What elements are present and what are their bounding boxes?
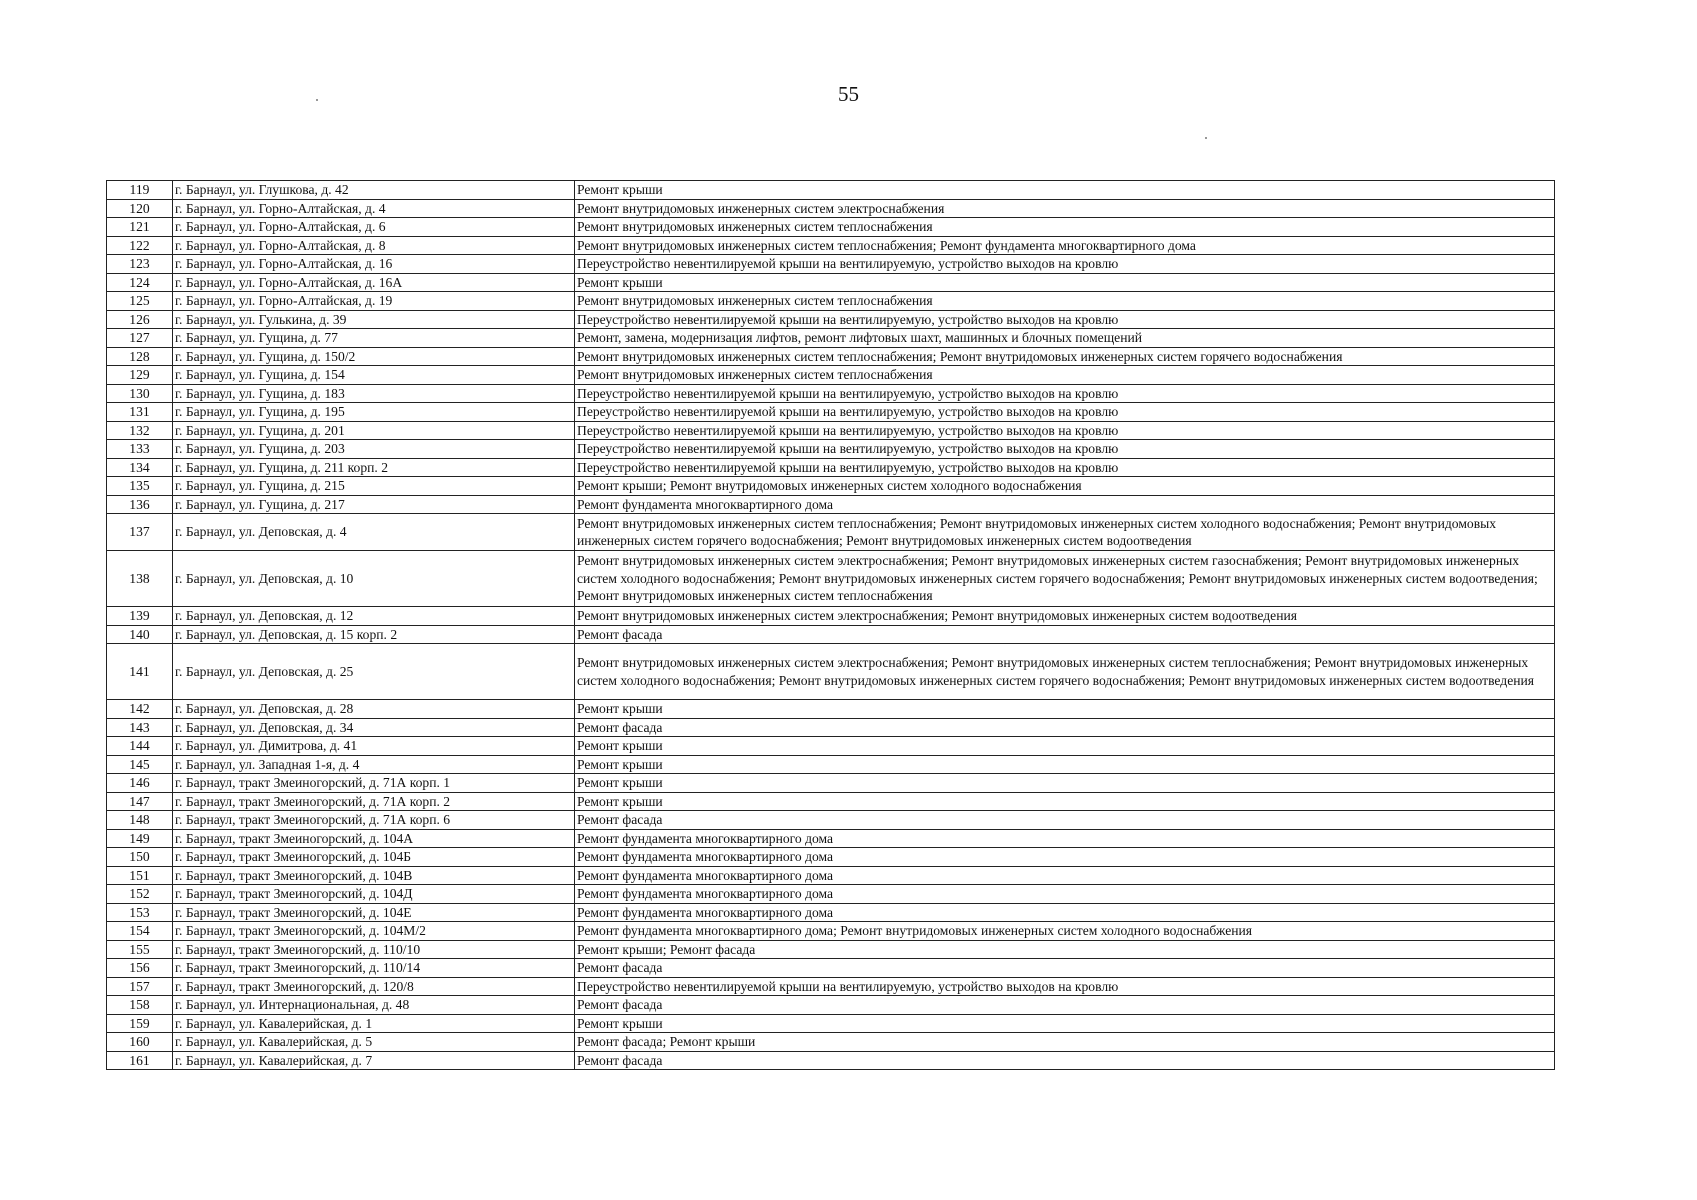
row-number: 125 <box>107 292 173 311</box>
row-number: 124 <box>107 273 173 292</box>
work-type-cell: Ремонт крыши <box>575 792 1555 811</box>
work-type-cell: Ремонт фасада <box>575 1051 1555 1070</box>
address-cell: г. Барнаул, ул. Горно-Алтайская, д. 16 <box>173 255 575 274</box>
work-type-cell: Ремонт внутридомовых инженерных систем теплоснабжения <box>575 292 1555 311</box>
table-row <box>107 421 1555 440</box>
address-cell: г. Барнаул, ул. Гущина, д. 215 <box>173 477 575 496</box>
work-type-cell: Переустройство невентилируемой крыши на вентилируемую, устройство выходов на кровлю <box>575 421 1555 440</box>
work-type-cell: Переустройство невентилируемой крыши на вентилируемую, устройство выходов на кровлю <box>575 440 1555 459</box>
table-row <box>107 236 1555 255</box>
work-type-cell: Ремонт крыши <box>575 774 1555 793</box>
scan-speck <box>1205 137 1207 139</box>
work-type-cell: Переустройство невентилируемой крыши на вентилируемую, устройство выходов на кровлю <box>575 384 1555 403</box>
table-row <box>107 292 1555 311</box>
page-number: 55 <box>838 82 859 106</box>
row-number: 156 <box>107 959 173 978</box>
row-number: 150 <box>107 848 173 867</box>
address-cell: г. Барнаул, тракт Змеиногорский, д. 71А корп. 6 <box>173 811 575 830</box>
row-number: 155 <box>107 940 173 959</box>
work-type-cell: Ремонт фундамента многоквартирного дома <box>575 848 1555 867</box>
table-row <box>107 755 1555 774</box>
table-row <box>107 792 1555 811</box>
row-number: 143 <box>107 718 173 737</box>
table-row <box>107 310 1555 329</box>
table-row <box>107 644 1555 700</box>
row-number: 132 <box>107 421 173 440</box>
work-type-cell: Ремонт внутридомовых инженерных систем теплоснабжения; Ремонт внутридомовых инженерных систем холодного водоснабжения; Ремонт внутридомовых инженерных систем горячего водоснабжения; Ремонт внутридомовых инженерных систем водоотведения <box>575 514 1555 551</box>
work-type-cell: Переустройство невентилируемой крыши на вентилируемую, устройство выходов на кровлю <box>575 310 1555 329</box>
work-type-cell: Ремонт крыши; Ремонт внутридомовых инженерных систем холодного водоснабжения <box>575 477 1555 496</box>
row-number: 153 <box>107 903 173 922</box>
address-cell: г. Барнаул, ул. Деповская, д. 12 <box>173 607 575 626</box>
table-row <box>107 458 1555 477</box>
address-cell: г. Барнаул, тракт Змеиногорский, д. 110/10 <box>173 940 575 959</box>
address-cell: г. Барнаул, ул. Западная 1-я, д. 4 <box>173 755 575 774</box>
address-cell: г. Барнаул, ул. Кавалерийская, д. 1 <box>173 1014 575 1033</box>
work-type-cell: Ремонт крыши <box>575 700 1555 719</box>
table-row <box>107 700 1555 719</box>
table-row <box>107 903 1555 922</box>
table-row <box>107 384 1555 403</box>
table-row <box>107 625 1555 644</box>
address-cell: г. Барнаул, тракт Змеиногорский, д. 104Б <box>173 848 575 867</box>
table-row <box>107 977 1555 996</box>
work-type-cell: Ремонт крыши <box>575 181 1555 200</box>
address-cell: г. Барнаул, тракт Змеиногорский, д. 120/8 <box>173 977 575 996</box>
row-number: 133 <box>107 440 173 459</box>
row-number: 135 <box>107 477 173 496</box>
row-number: 146 <box>107 774 173 793</box>
row-number: 160 <box>107 1033 173 1052</box>
row-number: 134 <box>107 458 173 477</box>
table-row <box>107 403 1555 422</box>
row-number: 136 <box>107 495 173 514</box>
table-row <box>107 347 1555 366</box>
work-type-cell: Ремонт фундамента многоквартирного дома <box>575 495 1555 514</box>
work-type-cell: Ремонт фундамента многоквартирного дома <box>575 829 1555 848</box>
table-row <box>107 866 1555 885</box>
work-type-cell: Ремонт, замена, модернизация лифтов, ремонт лифтовых шахт, машинных и блочных помещений <box>575 329 1555 348</box>
row-number: 158 <box>107 996 173 1015</box>
address-cell: г. Барнаул, тракт Змеиногорский, д. 71А корп. 1 <box>173 774 575 793</box>
work-type-cell: Ремонт фундамента многоквартирного дома <box>575 866 1555 885</box>
row-number: 145 <box>107 755 173 774</box>
row-number: 149 <box>107 829 173 848</box>
address-cell: г. Барнаул, ул. Гущина, д. 203 <box>173 440 575 459</box>
table-row <box>107 718 1555 737</box>
table-row <box>107 514 1555 551</box>
table-row <box>107 607 1555 626</box>
row-number: 144 <box>107 737 173 756</box>
table-row <box>107 940 1555 959</box>
address-cell: г. Барнаул, ул. Деповская, д. 15 корп. 2 <box>173 625 575 644</box>
row-number: 154 <box>107 922 173 941</box>
address-cell: г. Барнаул, ул. Гулькина, д. 39 <box>173 310 575 329</box>
row-number: 130 <box>107 384 173 403</box>
work-type-cell: Ремонт крыши <box>575 737 1555 756</box>
address-cell: г. Барнаул, ул. Кавалерийская, д. 7 <box>173 1051 575 1070</box>
address-cell: г. Барнаул, ул. Горно-Алтайская, д. 19 <box>173 292 575 311</box>
table-row <box>107 199 1555 218</box>
table-row <box>107 774 1555 793</box>
row-number: 140 <box>107 625 173 644</box>
address-cell: г. Барнаул, ул. Димитрова, д. 41 <box>173 737 575 756</box>
work-type-cell: Ремонт внутридомовых инженерных систем электроснабжения; Ремонт внутридомовых инженерных систем водоотведения <box>575 607 1555 626</box>
work-type-cell: Ремонт внутридомовых инженерных систем теплоснабжения <box>575 218 1555 237</box>
row-number: 157 <box>107 977 173 996</box>
table-row <box>107 255 1555 274</box>
address-cell: г. Барнаул, ул. Деповская, д. 25 <box>173 644 575 700</box>
address-cell: г. Барнаул, ул. Кавалерийская, д. 5 <box>173 1033 575 1052</box>
table-row <box>107 959 1555 978</box>
row-number: 142 <box>107 700 173 719</box>
address-cell: г. Барнаул, ул. Глушкова, д. 42 <box>173 181 575 200</box>
table-row <box>107 440 1555 459</box>
work-type-cell: Ремонт крыши; Ремонт фасада <box>575 940 1555 959</box>
table-row <box>107 181 1555 200</box>
address-cell: г. Барнаул, ул. Гущина, д. 154 <box>173 366 575 385</box>
address-cell: г. Барнаул, тракт Змеиногорский, д. 104М/2 <box>173 922 575 941</box>
row-number: 121 <box>107 218 173 237</box>
work-type-cell: Ремонт крыши <box>575 755 1555 774</box>
table-row <box>107 329 1555 348</box>
work-type-cell: Ремонт фундамента многоквартирного дома <box>575 885 1555 904</box>
address-cell: г. Барнаул, ул. Деповская, д. 4 <box>173 514 575 551</box>
table-row <box>107 1033 1555 1052</box>
address-cell: г. Барнаул, ул. Деповская, д. 28 <box>173 700 575 719</box>
address-cell: г. Барнаул, ул. Гущина, д. 183 <box>173 384 575 403</box>
work-type-cell: Ремонт фасада <box>575 959 1555 978</box>
row-number: 128 <box>107 347 173 366</box>
table-row <box>107 218 1555 237</box>
work-type-cell: Ремонт фасада; Ремонт крыши <box>575 1033 1555 1052</box>
work-type-cell: Ремонт внутридомовых инженерных систем теплоснабжения; Ремонт фундамента многоквартирного дома <box>575 236 1555 255</box>
row-number: 148 <box>107 811 173 830</box>
row-number: 129 <box>107 366 173 385</box>
table-row <box>107 885 1555 904</box>
table-row <box>107 1014 1555 1033</box>
work-type-cell: Переустройство невентилируемой крыши на вентилируемую, устройство выходов на кровлю <box>575 403 1555 422</box>
repair-registry-table <box>106 180 1555 1070</box>
table-row <box>107 366 1555 385</box>
work-type-cell: Ремонт крыши <box>575 1014 1555 1033</box>
row-number: 122 <box>107 236 173 255</box>
address-cell: г. Барнаул, ул. Деповская, д. 34 <box>173 718 575 737</box>
work-type-cell: Переустройство невентилируемой крыши на вентилируемую, устройство выходов на кровлю <box>575 977 1555 996</box>
table-row <box>107 551 1555 607</box>
address-cell: г. Барнаул, ул. Гущина, д. 150/2 <box>173 347 575 366</box>
row-number: 127 <box>107 329 173 348</box>
address-cell: г. Барнаул, ул. Гущина, д. 77 <box>173 329 575 348</box>
table-row <box>107 848 1555 867</box>
table-row <box>107 477 1555 496</box>
address-cell: г. Барнаул, ул. Горно-Алтайская, д. 8 <box>173 236 575 255</box>
row-number: 161 <box>107 1051 173 1070</box>
address-cell: г. Барнаул, тракт Змеиногорский, д. 110/14 <box>173 959 575 978</box>
row-number: 137 <box>107 514 173 551</box>
row-number: 119 <box>107 181 173 200</box>
table-row <box>107 495 1555 514</box>
row-number: 123 <box>107 255 173 274</box>
row-number: 126 <box>107 310 173 329</box>
work-type-cell: Ремонт внутридомовых инженерных систем теплоснабжения <box>575 366 1555 385</box>
work-type-cell: Ремонт фундамента многоквартирного дома <box>575 903 1555 922</box>
work-type-cell: Ремонт внутридомовых инженерных систем электроснабжения; Ремонт внутридомовых инженерных систем газоснабжения; Ремонт внутридомовых инженерных систем холодного водоснабжения; Ремонт внутридомовых инженерных систем горячего водоснабжения; Ремонт внутридомовых инженерных систем водоотведения; Ремонт внутридомовых инженерных систем теплоснабжения <box>575 551 1555 607</box>
address-cell: г. Барнаул, ул. Деповская, д. 10 <box>173 551 575 607</box>
row-number: 120 <box>107 199 173 218</box>
table-row <box>107 273 1555 292</box>
scan-speck <box>316 99 318 101</box>
address-cell: г. Барнаул, ул. Горно-Алтайская, д. 16А <box>173 273 575 292</box>
address-cell: г. Барнаул, ул. Гущина, д. 195 <box>173 403 575 422</box>
row-number: 141 <box>107 644 173 700</box>
row-number: 159 <box>107 1014 173 1033</box>
work-type-cell: Ремонт внутридомовых инженерных систем электроснабжения; Ремонт внутридомовых инженерных систем теплоснабжения; Ремонт внутридомовых инженерных систем холодного водоснабжения; Ремонт внутридомовых инженерных систем горячего водоснабжения; Ремонт внутридомовых инженерных систем водоотведения <box>575 644 1555 700</box>
table-row <box>107 811 1555 830</box>
table-row <box>107 922 1555 941</box>
registry-body <box>107 181 1555 1070</box>
table-row <box>107 829 1555 848</box>
row-number: 147 <box>107 792 173 811</box>
address-cell: г. Барнаул, тракт Змеиногорский, д. 104Д <box>173 885 575 904</box>
row-number: 151 <box>107 866 173 885</box>
work-type-cell: Ремонт фундамента многоквартирного дома; Ремонт внутридомовых инженерных систем холодного водоснабжения <box>575 922 1555 941</box>
address-cell: г. Барнаул, ул. Горно-Алтайская, д. 4 <box>173 199 575 218</box>
address-cell: г. Барнаул, ул. Интернациональная, д. 48 <box>173 996 575 1015</box>
row-number: 152 <box>107 885 173 904</box>
work-type-cell: Ремонт внутридомовых инженерных систем электроснабжения <box>575 199 1555 218</box>
work-type-cell: Ремонт фасада <box>575 811 1555 830</box>
work-type-cell: Переустройство невентилируемой крыши на вентилируемую, устройство выходов на кровлю <box>575 255 1555 274</box>
address-cell: г. Барнаул, ул. Гущина, д. 201 <box>173 421 575 440</box>
row-number: 139 <box>107 607 173 626</box>
work-type-cell: Ремонт фасада <box>575 718 1555 737</box>
address-cell: г. Барнаул, тракт Змеиногорский, д. 104В <box>173 866 575 885</box>
table-row <box>107 1051 1555 1070</box>
address-cell: г. Барнаул, ул. Гущина, д. 217 <box>173 495 575 514</box>
work-type-cell: Ремонт фасада <box>575 625 1555 644</box>
row-number: 138 <box>107 551 173 607</box>
table-row <box>107 737 1555 756</box>
address-cell: г. Барнаул, тракт Змеиногорский, д. 104Е <box>173 903 575 922</box>
address-cell: г. Барнаул, ул. Гущина, д. 211 корп. 2 <box>173 458 575 477</box>
row-number: 131 <box>107 403 173 422</box>
address-cell: г. Барнаул, тракт Змеиногорский, д. 71А корп. 2 <box>173 792 575 811</box>
work-type-cell: Ремонт крыши <box>575 273 1555 292</box>
work-type-cell: Переустройство невентилируемой крыши на вентилируемую, устройство выходов на кровлю <box>575 458 1555 477</box>
work-type-cell: Ремонт внутридомовых инженерных систем теплоснабжения; Ремонт внутридомовых инженерных систем горячего водоснабжения <box>575 347 1555 366</box>
table-row <box>107 996 1555 1015</box>
address-cell: г. Барнаул, ул. Горно-Алтайская, д. 6 <box>173 218 575 237</box>
work-type-cell: Ремонт фасада <box>575 996 1555 1015</box>
address-cell: г. Барнаул, тракт Змеиногорский, д. 104А <box>173 829 575 848</box>
